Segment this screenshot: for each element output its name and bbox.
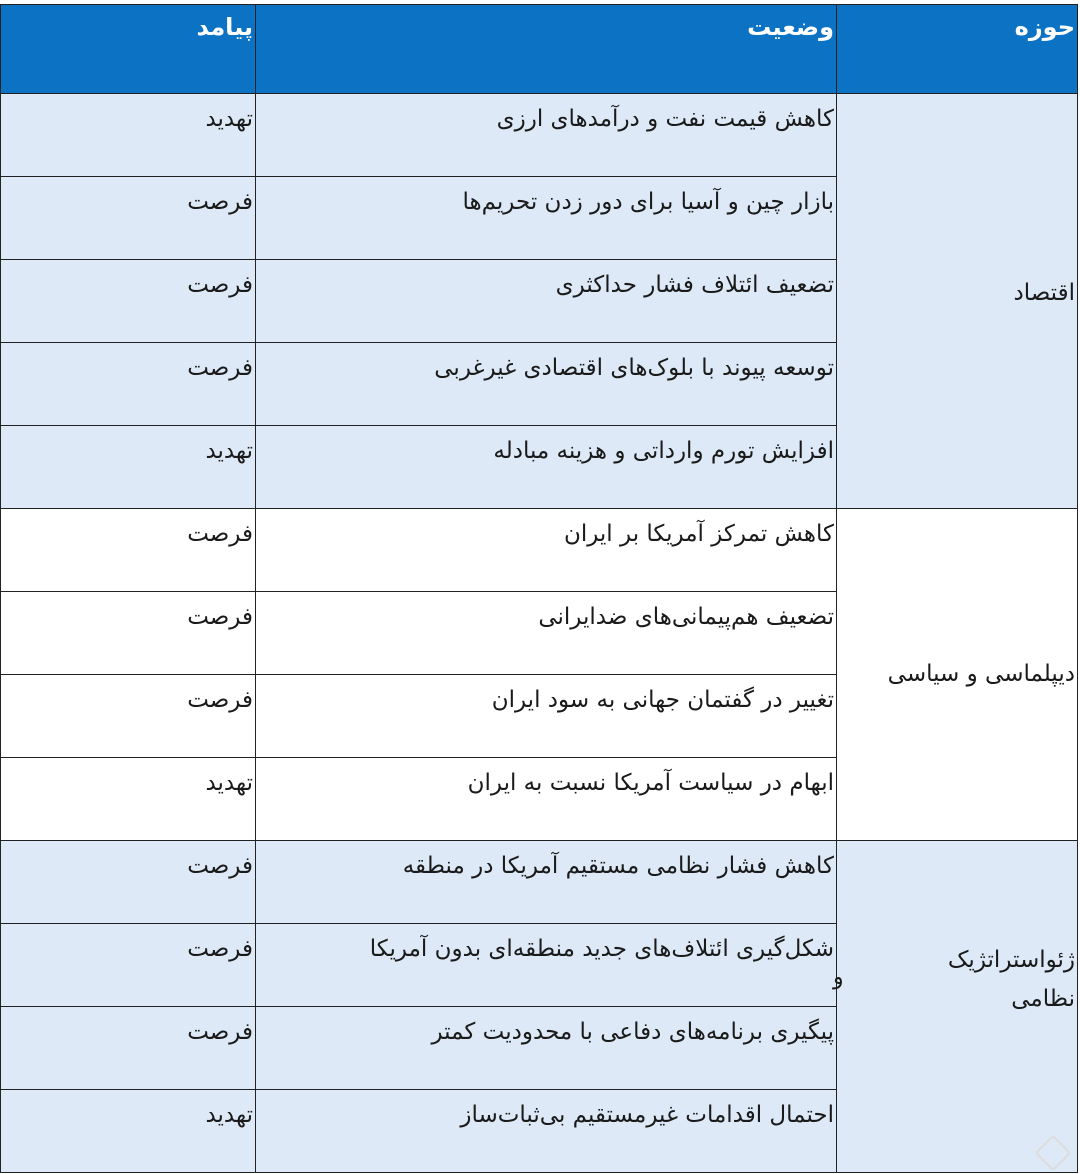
status-cell: توسعه پیوند با بلوک‌های اقتصادی غیرغربی (256, 343, 837, 426)
status-cell: شکل‌گیری ائتلاف‌های جدید منطقه‌ای بدون آمریکا (256, 924, 837, 1007)
status-cell: احتمال اقدامات غیرمستقیم بی‌ثبات‌ساز (256, 1090, 837, 1173)
swot-table (0, 4, 1078, 1173)
table-row (1, 509, 1078, 592)
domain-line-1: ژئواستراتژیک (947, 947, 1075, 973)
domain-line-2: نظامی (1011, 986, 1075, 1013)
status-cell: بازار چین و آسیا برای دور زدن تحریم‌ها (256, 177, 837, 260)
outcome-cell: فرصت (1, 177, 256, 260)
status-cell: افزایش تورم وارداتی و هزینه مبادله (256, 426, 837, 509)
header-domain: حوزه (837, 5, 1078, 94)
status-cell: پیگیری برنامه‌های دفاعی با محدودیت کمتر (256, 1007, 837, 1090)
outcome-cell: فرصت (1, 592, 256, 675)
status-cell: کاهش تمرکز آمریکا بر ایران (256, 509, 837, 592)
outcome-cell: فرصت (1, 343, 256, 426)
domain-conjunction: و (833, 965, 844, 990)
outcome-cell: فرصت (1, 841, 256, 924)
header-status: وضعیت (256, 5, 837, 94)
outcome-cell: فرصت (1, 260, 256, 343)
outcome-cell: تهدید (1, 758, 256, 841)
status-cell: ابهام در سیاست آمریکا نسبت به ایران (256, 758, 837, 841)
status-cell: تغییر در گفتمان جهانی به سود ایران (256, 675, 837, 758)
table-row (1, 841, 1078, 924)
outcome-cell: تهدید (1, 94, 256, 177)
outcome-cell: فرصت (1, 675, 256, 758)
outcome-cell: تهدید (1, 426, 256, 509)
status-cell: تضعیف هم‌پیمانی‌های ضدایرانی (256, 592, 837, 675)
domain-cell-geostrategic (833, 841, 1078, 1173)
domain-cell-diplomacy: دیپلماسی و سیاسی (837, 509, 1078, 841)
status-cell: کاهش فشار نظامی مستقیم آمریکا در منطقه (256, 841, 837, 924)
status-cell: کاهش قیمت نفت و درآمدهای ارزی (256, 94, 837, 177)
header-outcome: پیامد (1, 5, 256, 94)
domain-cell-economy: اقتصاد (837, 94, 1078, 509)
outcome-cell: فرصت (1, 924, 256, 1007)
status-cell: تضعیف ائتلاف فشار حداکثری (256, 260, 837, 343)
outcome-cell: فرصت (1, 509, 256, 592)
outcome-cell: تهدید (1, 1090, 256, 1173)
table-row (1, 94, 1078, 177)
header-row (1, 5, 1078, 94)
outcome-cell: فرصت (1, 1007, 256, 1090)
